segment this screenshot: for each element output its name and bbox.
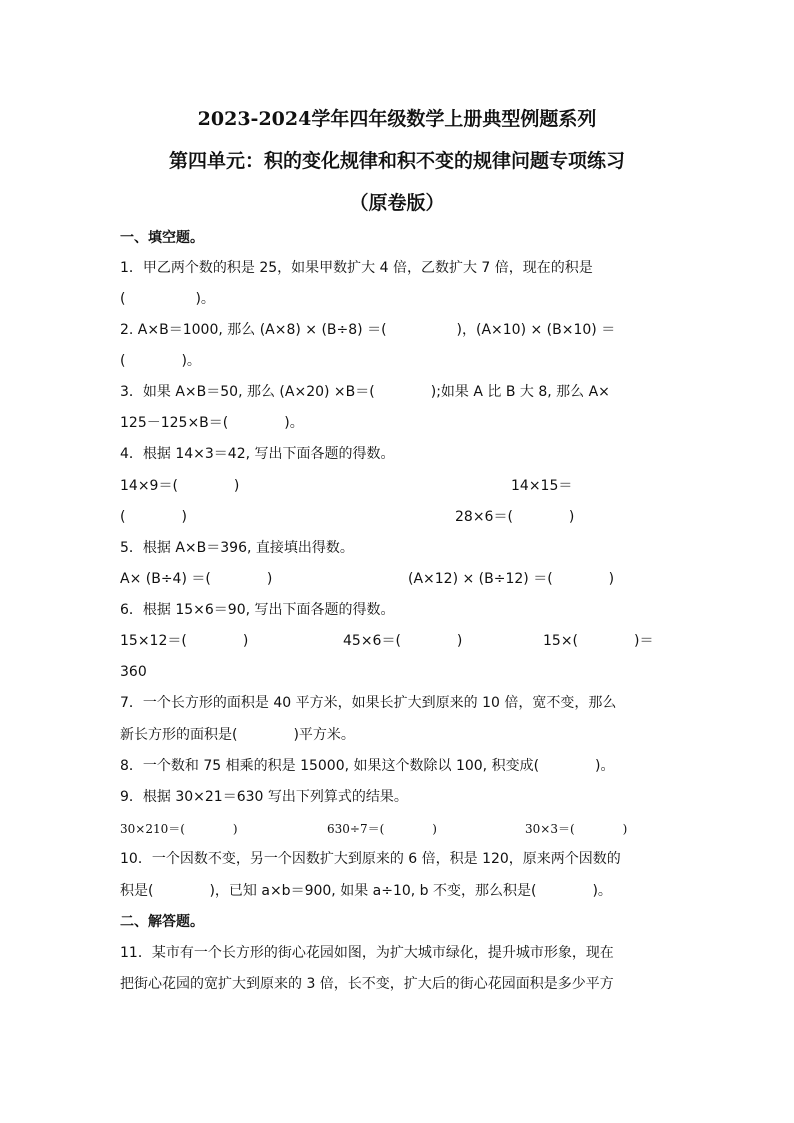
question-6-item-b: 45×6＝( ) (343, 633, 463, 649)
question-6-item-a: 15×12＝( ) (120, 633, 249, 649)
question-5-line1: 5．根据 A×B＝396, 直接填出得数。 (120, 540, 354, 556)
question-9-item-c: 30×3＝( ) (525, 822, 628, 836)
question-6-item-d: 360 (120, 664, 147, 680)
question-4-item-a: 14×9＝( ) (120, 478, 240, 494)
question-5-item-a: A× (B÷4) ＝( ) (120, 571, 273, 587)
doc-title-line3: （原卷版） (349, 192, 445, 214)
question-6-item-c: 15×( )＝ (543, 633, 654, 649)
question-9-line1: 9．根据 30×21＝630 写出下列算式的结果。 (120, 789, 408, 805)
question-1-line2: ( )。 (120, 291, 215, 307)
question-4-item-b: 14×15＝ (511, 478, 573, 494)
question-3-line2: 125－125×B＝( )。 (120, 415, 304, 431)
question-4-item-c: ( ) (120, 509, 187, 525)
doc-title-line1: 2023-2024学年四年级数学上册典型例题系列 (197, 108, 597, 130)
question-1-line1: 1．甲乙两个数的积是 25，如果甲数扩大 4 倍，乙数扩大 7 倍，现在的积是 (120, 260, 593, 276)
question-9-item-b: 630÷7＝( ) (327, 822, 437, 836)
question-4-item-d: 28×6＝( ) (455, 509, 575, 525)
question-2-line1: 2. A×B＝1000, 那么 (A×8) × (B÷8) ＝( )，(A×10) × (B×10) ＝ (120, 322, 616, 338)
question-10-line1: 10．一个因数不变，另一个因数扩大到原来的 6 倍，积是 120，原来两个因数的 (120, 851, 621, 867)
question-11-line2: 把街心花园的宽扩大到原来的 3 倍，长不变，扩大后的街心花园面积是多少平方 (120, 976, 614, 992)
question-8-line1: 8．一个数和 75 相乘的积是 15000, 如果这个数除以 100, 积变成( )。 (120, 758, 615, 774)
section-heading-fill-in: 一、填空题。 (120, 230, 204, 246)
section-heading-solve: 二、解答题。 (120, 914, 204, 930)
question-5-item-b: (A×12) × (B÷12) ＝( ) (408, 571, 615, 587)
question-4-line1: 4．根据 14×3＝42, 写出下面各题的得数。 (120, 446, 395, 462)
question-7-line2: 新长方形的面积是( )平方米。 (120, 727, 355, 743)
question-3-line1: 3．如果 A×B＝50, 那么 (A×20) ×B＝( );如果 A 比 B 大 8, 那么 A× (120, 384, 610, 400)
doc-title-line2: 第四单元：积的变化规律和积不变的规律问题专项练习 (168, 150, 625, 172)
question-9-item-a: 30×210＝( ) (120, 822, 238, 836)
question-6-line1: 6．根据 15×6＝90, 写出下面各题的得数。 (120, 602, 395, 618)
question-7-line1: 7．一个长方形的面积是 40 平方米，如果长扩大到原来的 10 倍，宽不变，那么 (120, 695, 617, 711)
question-11-line1: 11．某市有一个长方形的街心花园如图，为扩大城市绿化，提升城市形象，现在 (120, 945, 614, 961)
question-2-line2: ( )。 (120, 353, 201, 369)
question-10-line2: 积是( )，已知 a×b＝900, 如果 a÷10, b 不变，那么积是( )。 (120, 883, 612, 899)
